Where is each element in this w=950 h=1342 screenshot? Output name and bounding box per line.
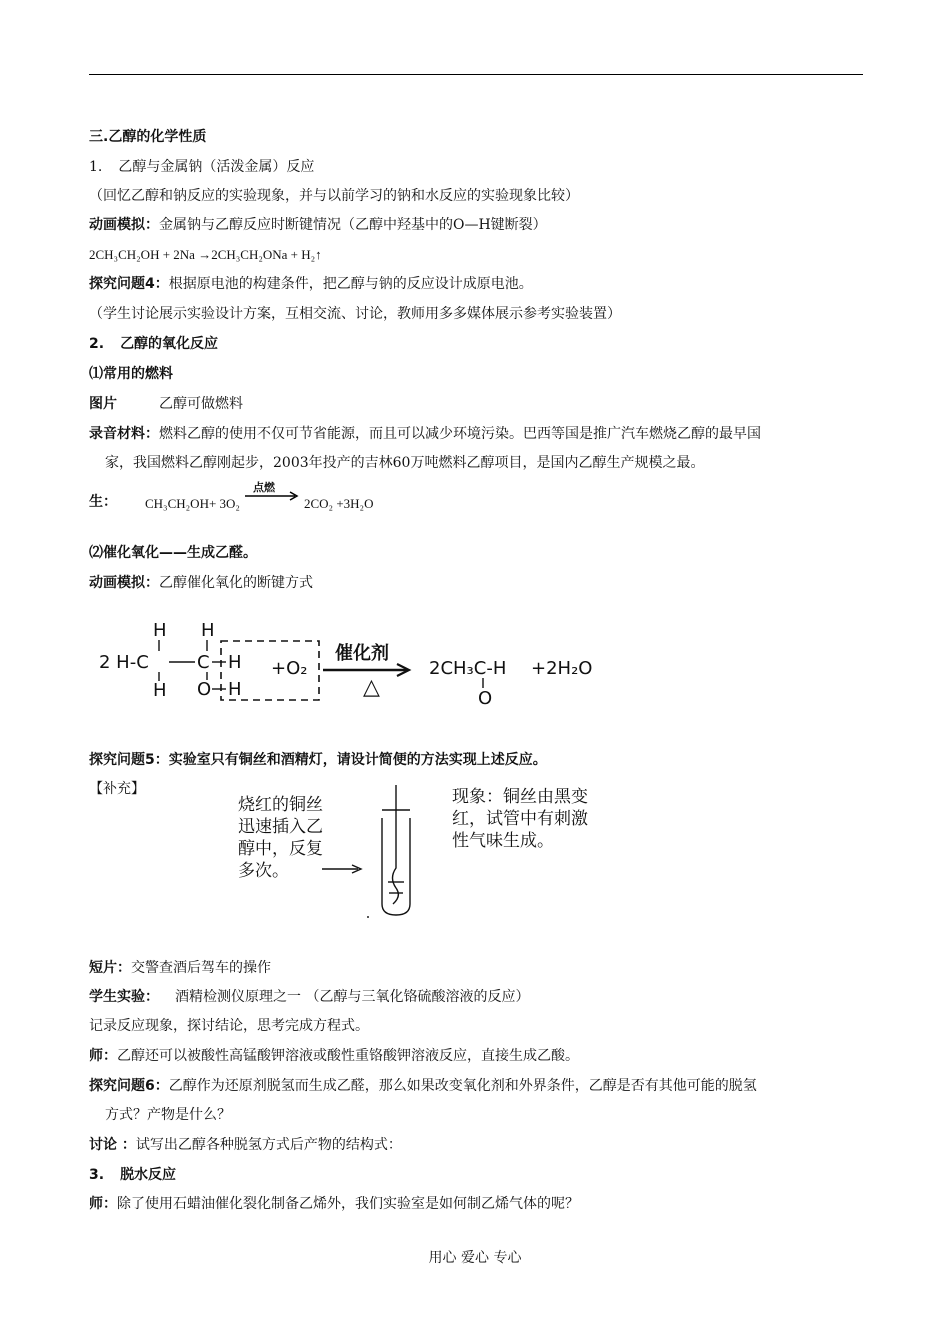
subsection-fuel: ⑴常用的燃料 — [89, 366, 173, 382]
student-experiment-label: 学生实验： — [89, 989, 159, 1005]
carbon-2: C — [197, 652, 210, 673]
animation-2-text: 乙醇催化氧化的断键方式 — [159, 575, 313, 591]
picture-label: 图片 — [89, 396, 117, 412]
h-bottom-1: H — [153, 680, 167, 701]
item-1-title: 乙醇与金属钠（活泼金属）反应 — [118, 159, 315, 175]
item-3-title: 脱水反应 — [120, 1167, 177, 1183]
catalyst-label: 催化剂 — [335, 643, 389, 664]
copper-wire-experiment-diagram — [230, 780, 650, 925]
animation-1-text: 金属钠与乙醇反应时断键情况（乙醇中羟基中的O—H键断裂） — [159, 217, 547, 233]
header-rule — [89, 74, 863, 75]
short-film-text: 交警查酒后驾车的操作 — [131, 960, 271, 976]
question-4 — [89, 274, 533, 294]
equation-1: 2CH₃CH₂OH + 2Na →2CH₃CH₂ONa + H₂↑ — [89, 247, 322, 262]
question-6-line-2: 方式？产物是什么？ — [105, 1107, 231, 1123]
phenomenon-line-3: 性气味生成。 — [452, 831, 554, 851]
teacher-text-2: 除了使用石蜡油催化裂化制备乙烯外，我们实验室是如何制乙烯气体的呢？ — [117, 1196, 579, 1212]
h-top-2: H — [201, 620, 215, 641]
discussion-label: 讨论 ： — [89, 1137, 136, 1153]
teacher-line-1 — [89, 1046, 579, 1066]
recall-note: （回忆乙醇和钠反应的实验现象，并与以前学习的钠和水反应的实验现象比较） — [89, 188, 579, 204]
procedure-line-1: 烧红的铜丝 — [238, 795, 323, 815]
h-right: H — [228, 652, 242, 673]
item-2-heading — [89, 334, 218, 354]
teacher-label-2: 师： — [89, 1196, 117, 1212]
section-title: 三.乙醇的化学性质 — [89, 129, 207, 145]
question-4-text: 根据原电池的构建条件，把乙醇与钠的反应设计成原电池。 — [168, 276, 533, 292]
discussion — [89, 1135, 402, 1155]
item-1-heading — [89, 157, 314, 177]
short-film — [89, 958, 271, 978]
heat-symbol: △ — [363, 675, 380, 700]
question-4-note: （学生讨论展示实验设计方案，互相交流、讨论，教师用多多媒体展示参考实验装置） — [89, 306, 621, 322]
recording-label: 录音材料： — [89, 426, 159, 442]
catalytic-oxidation-diagram — [95, 612, 605, 712]
animation-1-label: 动画模拟： — [89, 217, 159, 233]
picture-line — [89, 394, 243, 414]
combustion-right: 2CO₂ +3H₂O — [304, 496, 374, 511]
recording-line-2: 家，我国燃料乙醇刚起步，2003年投产的吉林60万吨燃料乙醇项目，是国内乙醇生产规模之最。 — [105, 455, 705, 471]
h-top-1: H — [153, 620, 167, 641]
student-experiment — [89, 987, 529, 1007]
procedure-line-3: 醇中，反复 — [238, 839, 323, 859]
record-note: 记录反应现象，探讨结论，思考完成方程式。 — [89, 1018, 369, 1034]
animation-1 — [89, 215, 547, 235]
plus-oxygen: +O₂ — [271, 658, 308, 679]
discussion-text: 试写出乙醇各种脱氢方式后产物的结构式： — [135, 1137, 402, 1153]
page-footer: 用心 爱心 专心 — [428, 1250, 522, 1266]
procedure-line-2: 迅速插入乙 — [238, 817, 323, 837]
student-experiment-text: 酒精检测仪原理之一 （乙醇与三氧化铬硫酸溶液的反应） — [175, 989, 530, 1005]
student-label: 生： — [89, 494, 117, 510]
item-2-title: 乙醇的氧化反应 — [120, 336, 219, 352]
combustion-arrow — [244, 491, 300, 501]
question-6-label: 探究问题6： — [89, 1078, 169, 1094]
phenomenon-line-2: 红，试管中有刺激 — [452, 809, 588, 829]
animation-2 — [89, 573, 313, 593]
item-3-heading — [89, 1165, 176, 1185]
reactant-prefix: 2 H-C — [99, 652, 149, 673]
teacher-text-1: 乙醇还可以被酸性高锰酸钾溶液或酸性重铬酸钾溶液反应，直接生成乙酸。 — [117, 1048, 579, 1064]
short-film-label: 短片： — [89, 960, 131, 976]
ignite-condition: 点燃 — [253, 481, 275, 494]
oxygen: O — [197, 679, 212, 700]
teacher-line-2 — [89, 1194, 579, 1214]
item-2-number: 2. — [89, 336, 105, 352]
phenomenon-line-1: 现象：铜丝由黑变 — [452, 787, 588, 807]
question-6-line-1 — [89, 1076, 757, 1096]
subsection-catalytic: ⑵催化氧化——生成乙醛。 — [89, 545, 257, 561]
question-4-label: 探究问题4： — [89, 276, 169, 292]
procedure-line-4: 多次。 — [238, 861, 289, 881]
item-3-number: 3. — [89, 1167, 105, 1183]
item-1-number: 1. — [89, 159, 103, 175]
question-6-text-1: 乙醇作为还原剂脱氢而生成乙醛，那么如果改变氧化剂和外界条件，乙醇是否有其他可能的脱氢 — [168, 1078, 757, 1094]
animation-2-label: 动画模拟： — [89, 575, 159, 591]
product-acetaldehyde: 2CH₃C-H — [429, 658, 507, 679]
teacher-label-1: 师： — [89, 1048, 117, 1064]
combustion-equation — [89, 492, 117, 512]
question-5: 探究问题5：实验室只有铜丝和酒精灯，请设计简便的方法实现上述反应。 — [89, 752, 547, 768]
product-oxygen: O — [478, 688, 493, 709]
recording-text-1: 燃料乙醇的使用不仅可节省能源，而且可以减少环境污染。巴西等国是推广汽车燃烧乙醇的最早国 — [159, 426, 761, 442]
h-hydroxyl: H — [228, 679, 242, 700]
product-water: +2H₂O — [531, 658, 593, 679]
combustion-left: CH₃CH₂OH+ 3O₂ — [145, 496, 240, 511]
recording-line-1 — [89, 424, 761, 444]
picture-text: 乙醇可做燃料 — [159, 396, 243, 412]
supplement-label: 【补充】 — [89, 781, 145, 797]
